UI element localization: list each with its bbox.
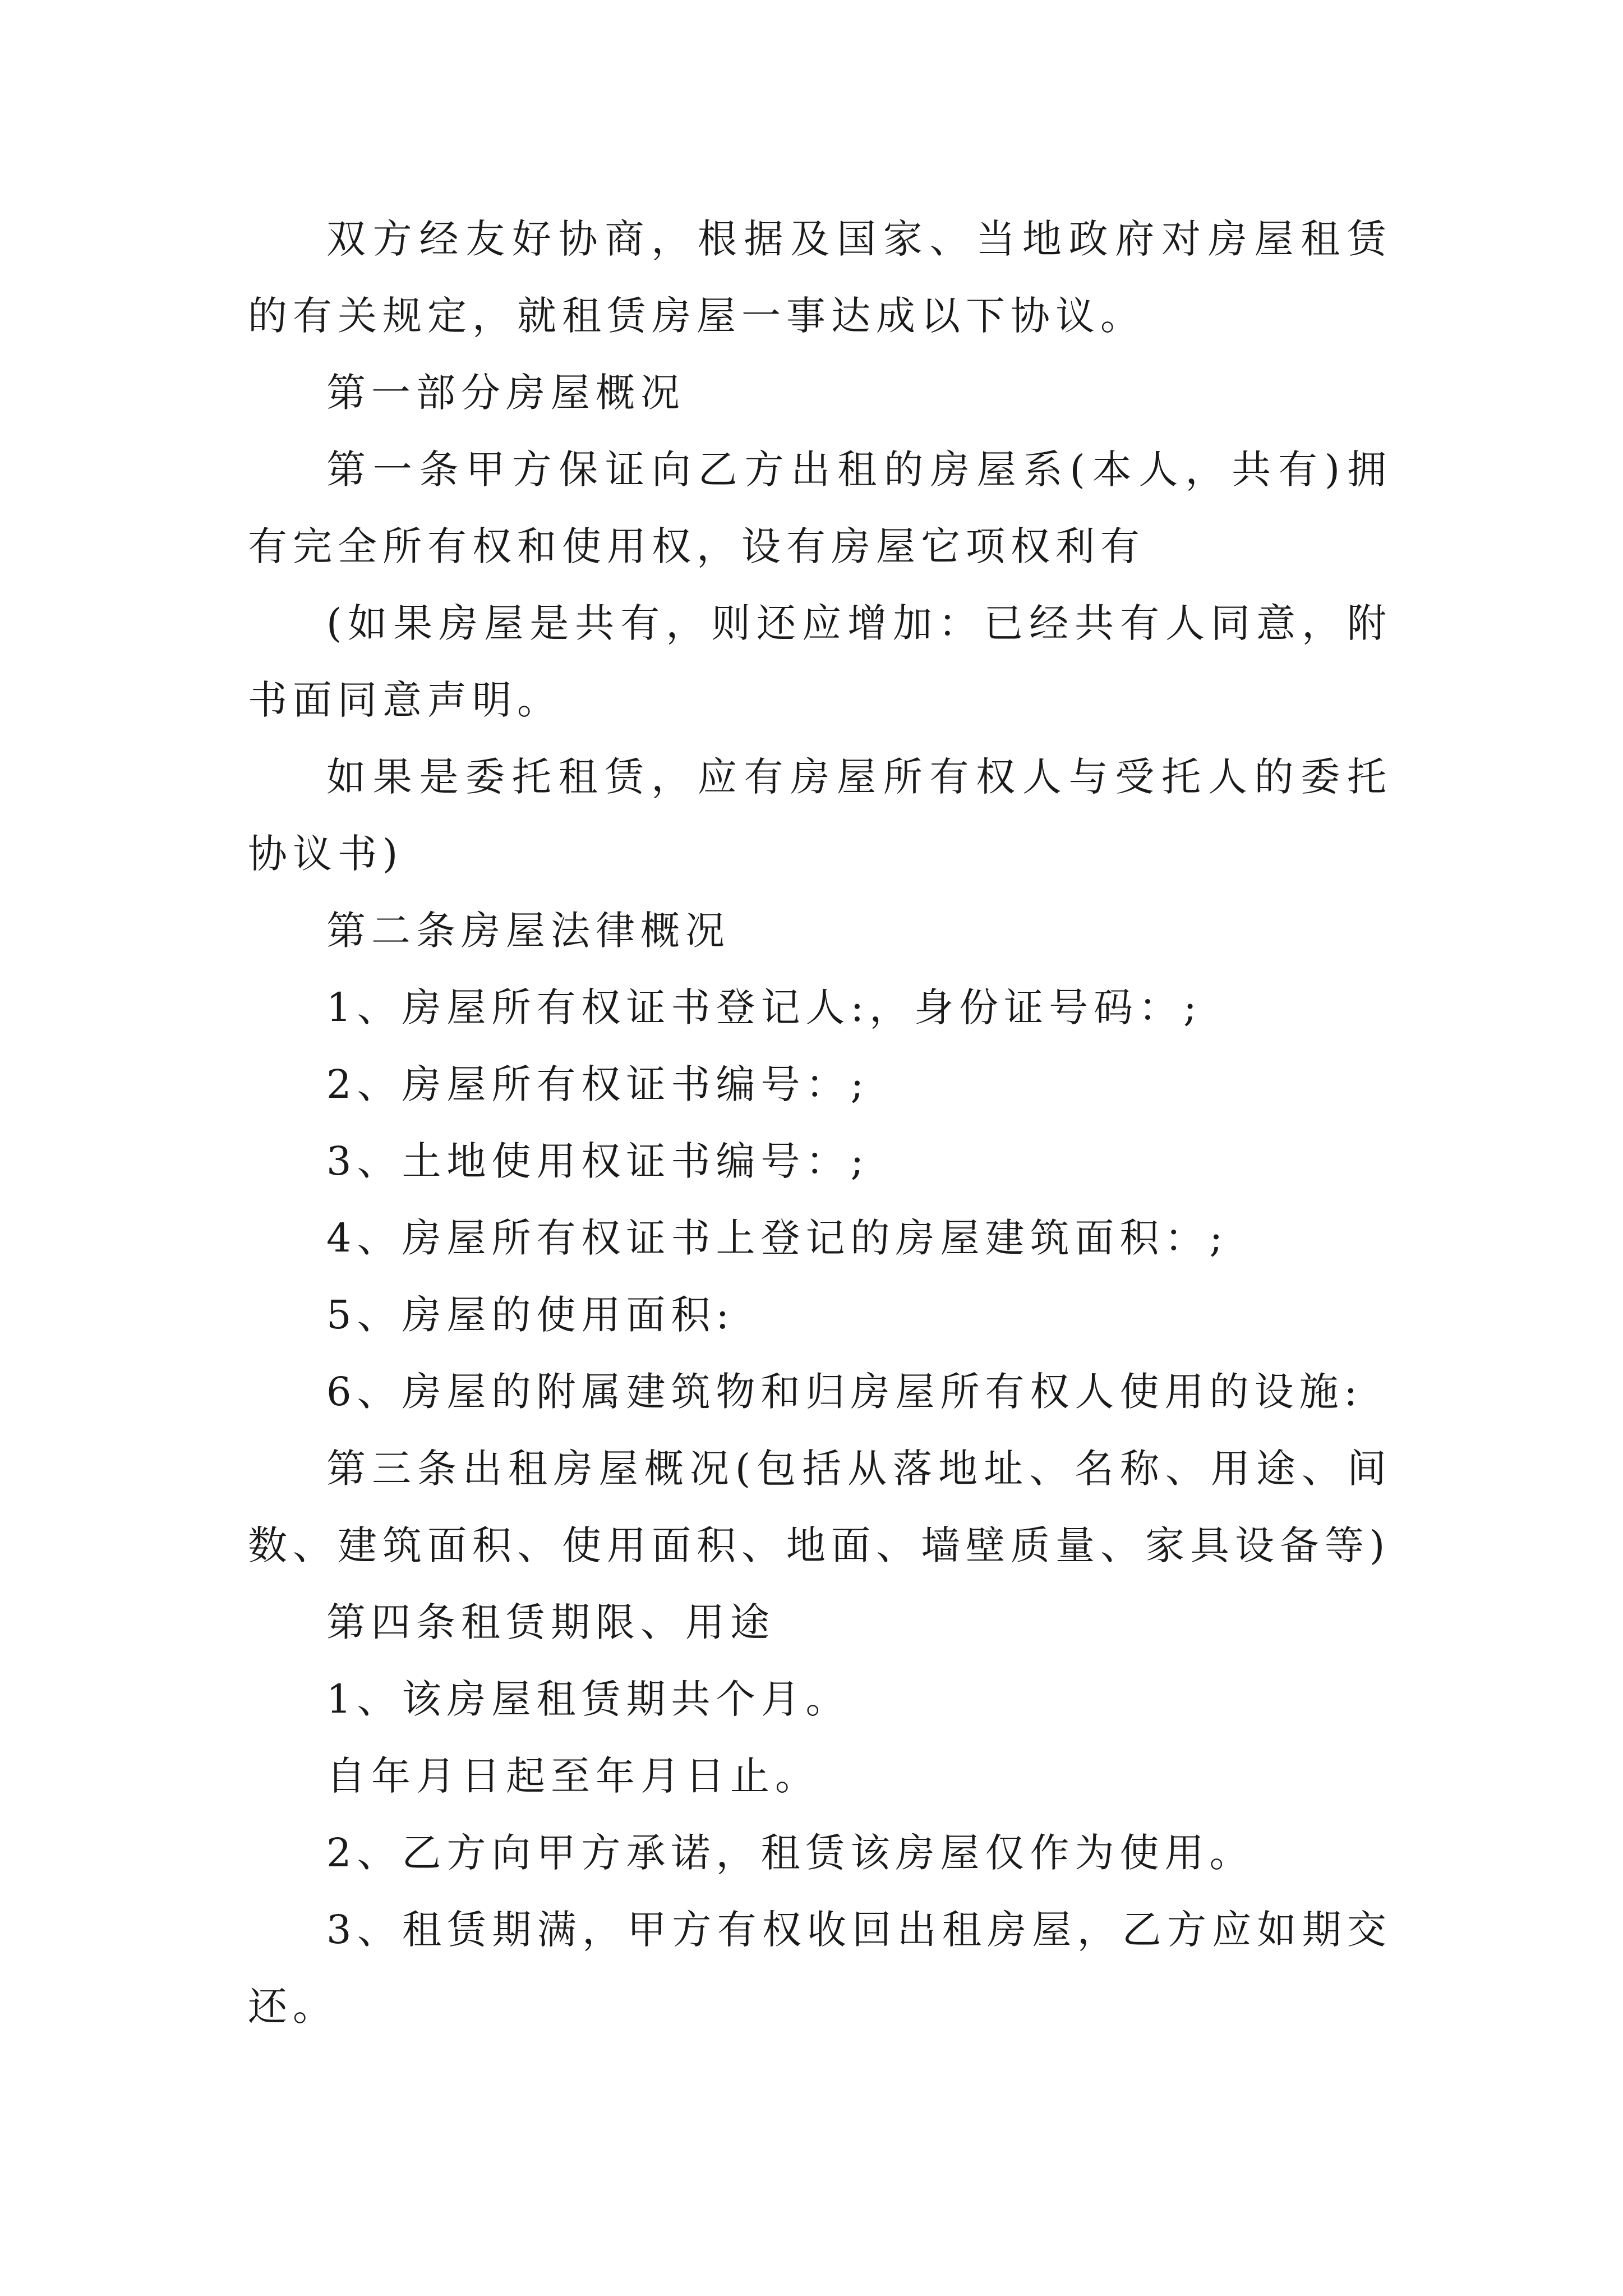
note-co-ownership: (如果房屋是共有，则还应增加：已经共有人同意，附书面同意声明。	[248, 600, 1392, 723]
list-item-certificate-number: 2、房屋所有权证书编号：;	[326, 1061, 870, 1107]
list-item-usable-area: 5、房屋的使用面积:	[326, 1292, 735, 1338]
article-four-heading: 第四条租赁期限、用途	[326, 1599, 775, 1645]
lease-date-range: 自年月日起至年月日止。	[326, 1753, 820, 1799]
article-two-heading: 第二条房屋法律概况	[326, 908, 730, 954]
document-body	[248, 201, 1392, 2045]
note-entrusted-lease: 如果是委托租赁，应有房屋所有权人与受托人的委托协议书)	[248, 754, 1392, 877]
list-item-lease-expiry: 3、租赁期满，甲方有权收回出租房屋，乙方应如期交还。	[248, 1907, 1392, 2030]
list-item-land-certificate: 3、土地使用权证书编号：;	[326, 1138, 870, 1184]
article-one: 第一条甲方保证向乙方出租的房屋系(本人，共有)拥有完全所有权和使用权，设有房屋它项权利有	[248, 447, 1392, 569]
list-item-facilities: 6、房屋的附属建筑物和归房屋所有权人使用的设施:	[326, 1369, 1363, 1415]
list-item-registrant: 1、房屋所有权证书登记人:，身份证号码：;	[326, 984, 1202, 1030]
list-item-usage-commitment: 2、乙方向甲方承诺，租赁该房屋仅作为使用。	[326, 1830, 1255, 1876]
section-heading-part-one: 第一部分房屋概况	[326, 370, 685, 416]
list-item-lease-term: 1、该房屋租赁期共个月。	[326, 1676, 851, 1722]
paragraph-intro: 双方经友好协商，根据及国家、当地政府对房屋租赁的有关规定，就租赁房屋一事达成以下协议。	[248, 216, 1392, 339]
list-item-building-area: 4、房屋所有权证书上登记的房屋建筑面积：;	[326, 1215, 1229, 1261]
article-three: 第三条出租房屋概况(包括从落地址、名称、用途、间数、建筑面积、使用面积、地面、墙壁质量、家具设备等)	[248, 1446, 1392, 1568]
